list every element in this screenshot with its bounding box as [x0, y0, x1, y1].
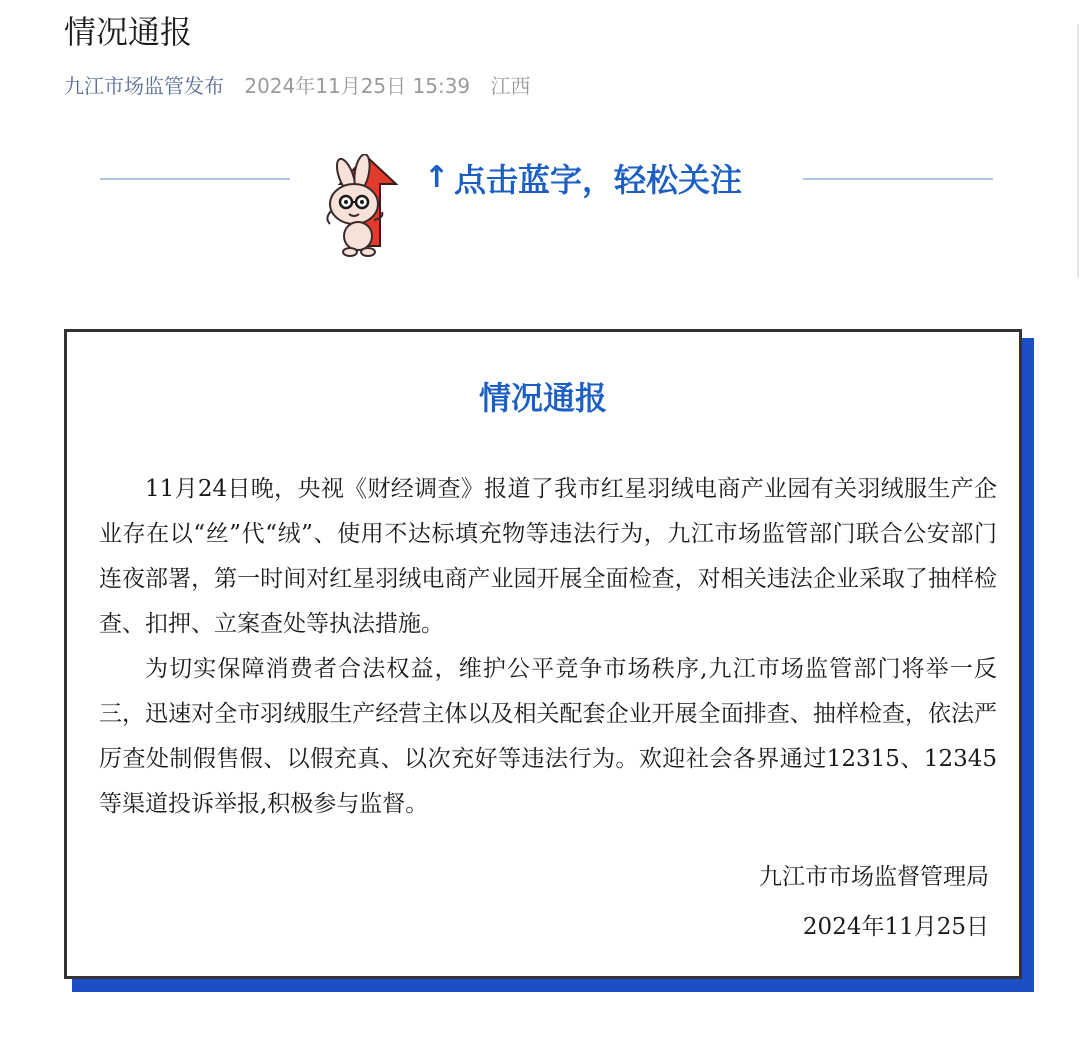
publish-location: 江西 — [490, 74, 531, 98]
up-arrow-icon: ↑ — [424, 160, 450, 195]
signature-organization: 九江市市场监督管理局 — [759, 864, 989, 890]
account-name-link[interactable]: 九江市场监管发布 — [64, 74, 224, 98]
publish-time: 2024年11月25日 15:39 — [244, 74, 471, 98]
rabbit-mascot-icon — [318, 154, 414, 258]
signature-date: 2024年11月25日 — [802, 914, 989, 940]
follow-banner[interactable] — [0, 150, 1080, 260]
notice-title: 情况通报 — [478, 379, 607, 417]
banner-divider-left — [100, 178, 290, 180]
notice-paragraph-1: 11月24日晚，央视《财经调查》报道了我市红星羽绒电商产业园有关羽绒服生产企业存在以“丝”代“绒”、使用不达标填充物等违法行为，九江市场监管部门联合公安部门连夜部署，第一时间对红星羽绒电商产业园开展全面检查，对相关违法企业采取了抽样检查、扣押、立案查处等执法措施。 — [99, 476, 997, 637]
notice-card — [64, 329, 1022, 979]
follow-prompt-text[interactable]: 点击蓝字，轻松关注 — [454, 161, 743, 199]
article-meta — [64, 72, 531, 100]
notice-body — [99, 467, 997, 827]
banner-divider-right — [803, 178, 993, 180]
notice-paragraph-2: 为切实保障消费者合法权益，维护公平竞争市场秩序,九江市场监管部门将举一反三，迅速对全市羽绒服生产经营主体以及相关配套企业开展全面排查、抽样检查，依法严厉查处制假售假、以假充真、以次充好等违法行为。欢迎社会各界通过12315、12345等渠道投诉举报,积极参与监督。 — [99, 656, 997, 817]
article-title: 情况通报 — [64, 13, 193, 51]
